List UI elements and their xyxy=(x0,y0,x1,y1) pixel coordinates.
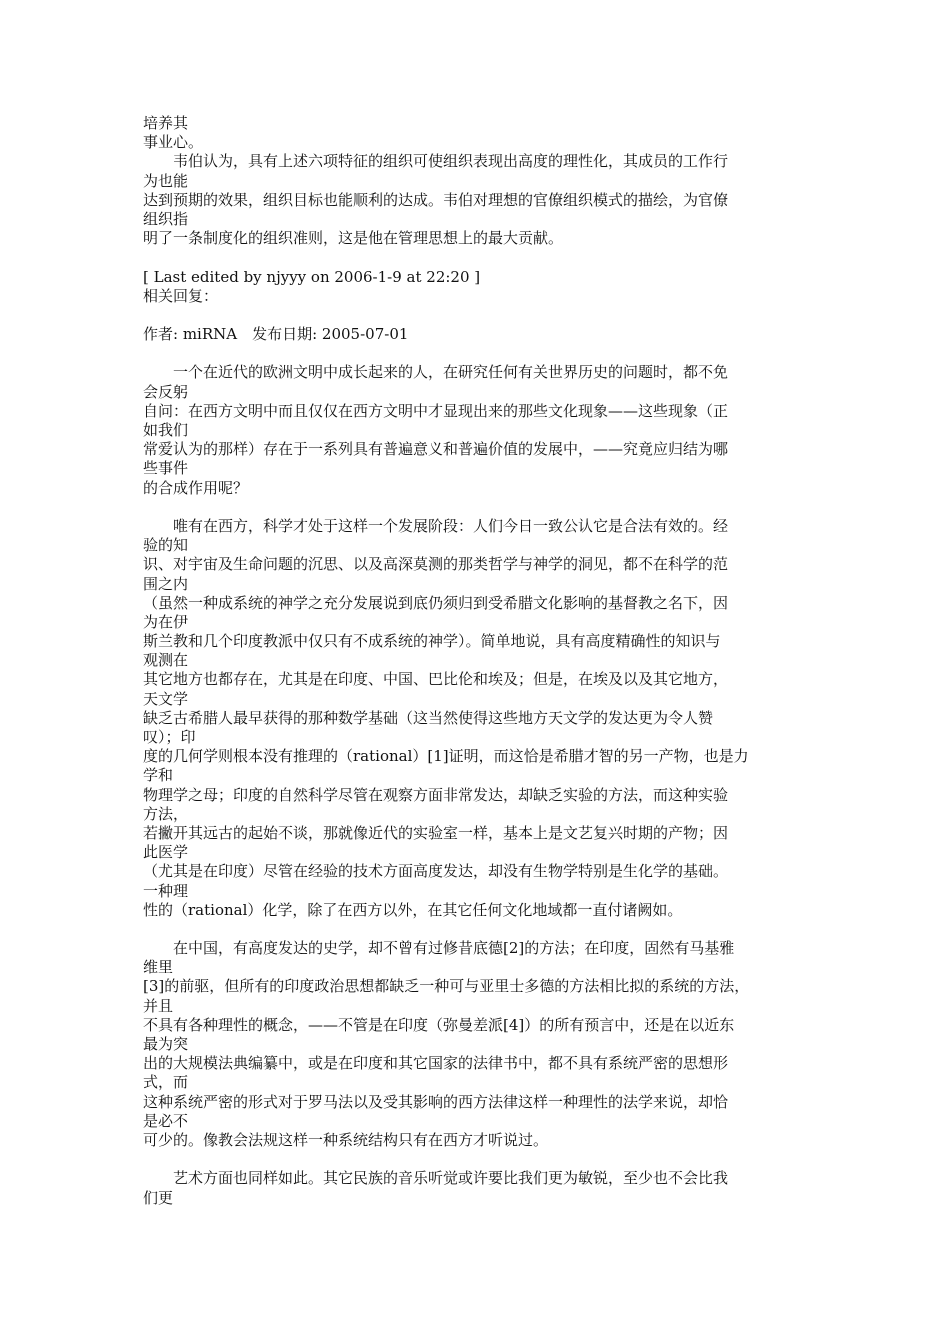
text-line: 若撇开其远古的起始不谈，那就像近代的实验室一样，基本上是文艺复兴时期的产物；因 xyxy=(143,823,729,842)
document-page xyxy=(143,114,815,1208)
text-line: 观测在 xyxy=(143,651,189,670)
paragraph-gap xyxy=(143,920,815,939)
text-line: 性的（rational）化学，除了在西方以外，在其它任何文化地域都一直付诸阙如。 xyxy=(143,900,683,919)
text-line: 组织指 xyxy=(143,209,189,228)
paragraph-gap xyxy=(143,498,815,517)
text-line: 此医学 xyxy=(143,843,189,862)
text-line: 斯兰教和几个印度教派中仅只有不成系统的神学）。简单地说，具有高度精确性的知识与 xyxy=(143,632,721,651)
text-line: 一个在近代的欧洲文明中成长起来的人，在研究任何有关世界历史的问题时，都不免 xyxy=(143,363,729,382)
text-line: 为也能 xyxy=(143,171,189,190)
text-line: 常爱认为的那样）存在于一系列具有普遍意义和普遍价值的发展中，——究竟应归结为哪 xyxy=(143,440,729,459)
text-line: 韦伯认为，具有上述六项特征的组织可使组织表现出高度的理性化，其成员的工作行 xyxy=(143,152,729,171)
text-line: 些事件 xyxy=(143,459,189,478)
text-line: 缺乏古希腊人最早获得的那种数学基础（这当然使得这些地方天文学的发达更为令人赞 xyxy=(143,708,714,727)
text-line: 维里 xyxy=(143,958,174,977)
text-line: 艺术方面也同样如此。其它民族的音乐听觉或许要比我们更为敏锐，至少也不会比我 xyxy=(143,1169,729,1188)
edit-note: [ Last edited by njyyy on 2006-1-9 at 22:20 ] xyxy=(143,267,481,286)
text-line: 度的几何学则根本没有推理的（rational）[1]证明，而这恰是希腊才智的另一产物，也是力 xyxy=(143,747,749,766)
text-line: 并且 xyxy=(143,996,174,1015)
text-line: 如我们 xyxy=(143,421,189,439)
text-line: 不具有各种理性的概念，——不管是在印度（弥曼差派[4]）的所有预言中，还是在以近东 xyxy=(143,1015,735,1034)
text-line: 明了一条制度化的组织准则，这是他在管理思想上的最大贡献。 xyxy=(143,229,564,248)
text-line: 出的大规模法典编纂中，或是在印度和其它国家的法律书中，都不具有系统严密的思想形 xyxy=(143,1054,729,1073)
text-line: 识、对宇宙及生命问题的沉思、以及高深莫测的那类哲学与神学的洞见，都不在科学的范 xyxy=(143,555,729,574)
paragraph-gap xyxy=(143,306,815,325)
text-line: 天文学 xyxy=(143,689,189,708)
text-line: （虽然一种成系统的神学之充分发展说到底仍须归到受希腊文化影响的基督教之名下，因 xyxy=(143,593,729,612)
text-line: 一种理 xyxy=(143,881,189,900)
text-line: 学和 xyxy=(143,766,174,785)
author-line: 作者: miRNA 发布日期: 2005-07-01 xyxy=(143,325,409,344)
paragraph-gap xyxy=(143,344,815,363)
text-line: 验的知 xyxy=(143,536,189,555)
text-line: 为在伊 xyxy=(143,612,189,631)
text-line: 叹）；印 xyxy=(143,728,196,746)
text-line: 这种系统严密的形式对于罗马法以及受其影响的西方法律这样一种理性的法学来说，却恰 xyxy=(143,1092,729,1111)
text-line: 方法， xyxy=(143,804,189,823)
text-line: 自问：在西方文明中而且仅仅在西方文明中才显现出来的那些文化现象——这些现象（正 xyxy=(143,401,729,420)
paragraph-gap xyxy=(143,248,815,267)
text-line: 物理学之母；印度的自然科学尽管在观察方面非常发达，却缺乏实验的方法，而这种实验 xyxy=(143,785,729,804)
text-line: 的合成作用呢？ xyxy=(143,478,249,497)
text-line: 是必不 xyxy=(143,1111,189,1130)
text-line: [3]的前驱，但所有的印度政治思想都缺乏一种可与亚里士多德的方法相比拟的系统的方法， xyxy=(143,977,750,996)
text-line: 可少的。像教会法规这样一种系统结构只有在西方才听说过。 xyxy=(143,1130,549,1149)
paragraph-gap xyxy=(143,1150,815,1169)
text-line: 式，而 xyxy=(143,1073,189,1092)
text-line: 会反躬 xyxy=(143,382,189,401)
text-line: （尤其是在印度）尽管在经验的技术方面高度发达，却没有生物学特别是生化学的基础。 xyxy=(143,862,729,881)
text-line: 其它地方也都存在，尤其是在印度、中国、巴比伦和埃及；但是，在埃及以及其它地方， xyxy=(143,670,729,689)
text-line: 事业心。 xyxy=(143,133,204,152)
text-line: 达到预期的效果，组织目标也能顺利的达成。韦伯对理想的官僚组织模式的描绘，为官僚 xyxy=(143,190,729,209)
related-replies-label: 相关回复： xyxy=(143,286,219,305)
text-line: 在中国，有高度发达的史学，却不曾有过修昔底德[2]的方法；在印度，固然有马基雅 xyxy=(143,939,735,958)
text-line: 培养其 xyxy=(143,114,189,132)
text-line: 围之内 xyxy=(143,574,189,593)
text-line: 最为突 xyxy=(143,1035,189,1053)
text-line: 们更 xyxy=(143,1188,174,1207)
text-line: 唯有在西方，科学才处于这样一个发展阶段：人们今日一致公认它是合法有效的。经 xyxy=(143,516,729,535)
